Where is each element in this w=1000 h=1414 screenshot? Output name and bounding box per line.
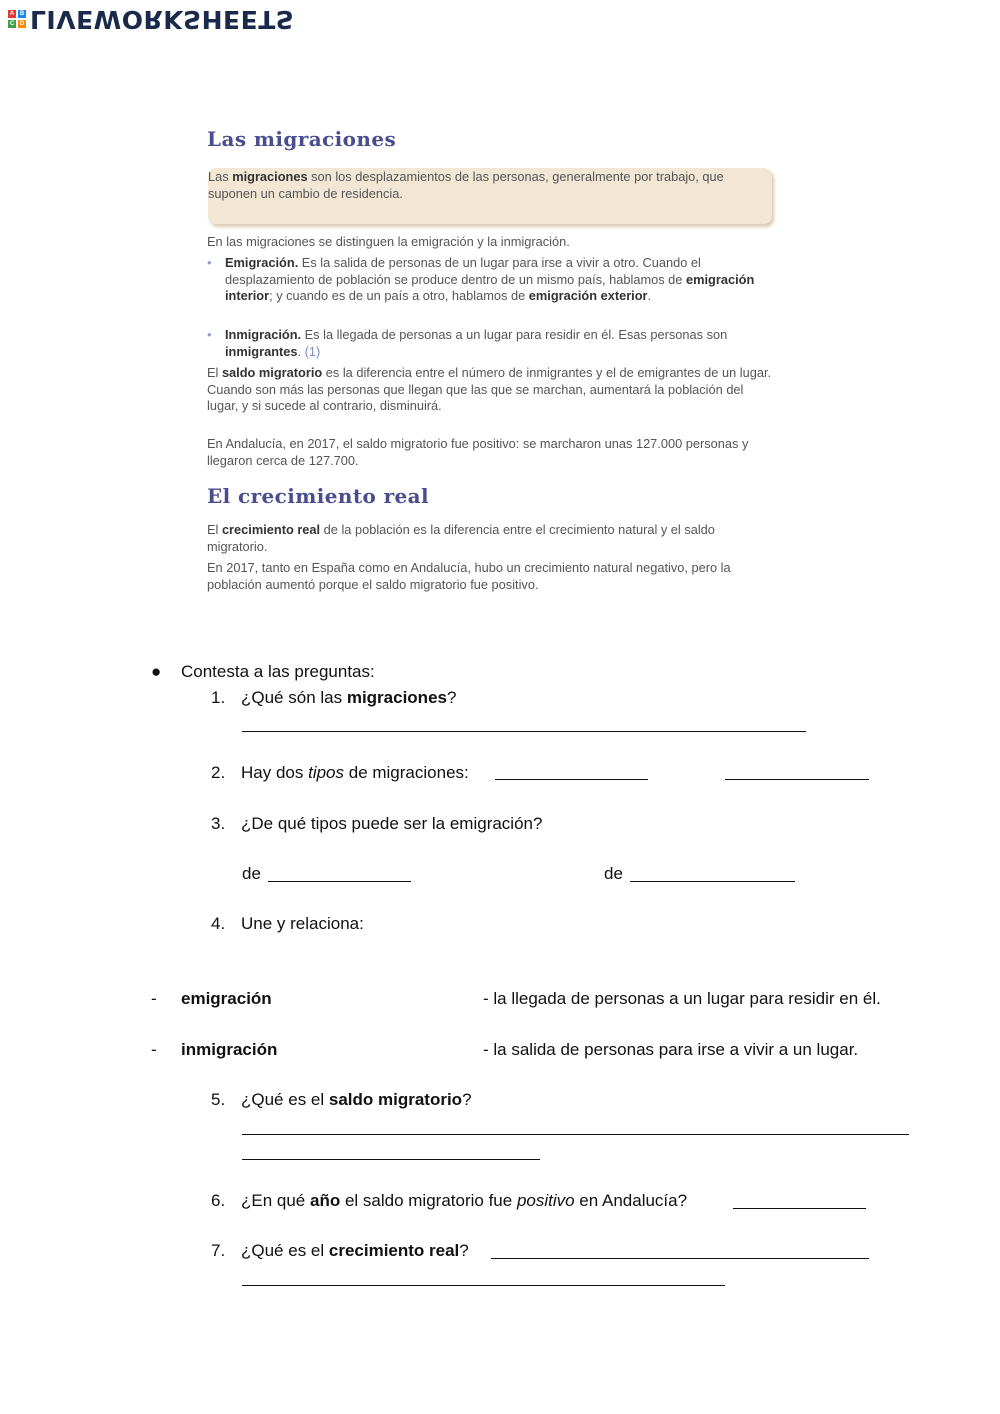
- definition-text: Las migraciones son los desplazamientos de las personas, generalmente por trabajo, que suponen un cambio de residencia.: [208, 169, 724, 201]
- question-3: 3. ¿De qué tipos puede ser la emigración?: [211, 814, 543, 833]
- answer-blank-5b[interactable]: [242, 1142, 540, 1160]
- match-row[interactable]: [151, 1040, 277, 1060]
- match-definition[interactable]: - la llegada de personas a un lugar para residir en él.: [483, 989, 881, 1008]
- de-label-left: de: [242, 864, 261, 883]
- match-term[interactable]: inmigración: [181, 1040, 278, 1059]
- answer-blank-7a[interactable]: [491, 1241, 869, 1259]
- question-7: 7. ¿Qué es el crecimiento real?: [211, 1241, 469, 1260]
- answer-blank-5a[interactable]: [242, 1117, 909, 1135]
- match-term[interactable]: emigración: [181, 989, 272, 1008]
- bullet-icon: •: [207, 327, 212, 342]
- answer-blank-1[interactable]: [242, 714, 806, 732]
- question-4: 4. Une y relaciona:: [211, 914, 364, 933]
- match-row[interactable]: [151, 989, 272, 1009]
- answer-blank-3b[interactable]: [630, 864, 795, 882]
- bullet-inmigracion: • Inmigración. Es la llegada de personas a un lugar para residir en él. Esas personas son inmigrantes. (1): [207, 327, 728, 359]
- bullet-icon: ●: [151, 662, 162, 681]
- answer-blank-7b[interactable]: [242, 1268, 725, 1286]
- logo-text: LIVEWORKSHEETS: [30, 4, 295, 34]
- answer-blank-6[interactable]: [733, 1191, 866, 1209]
- crecimiento-paragraph: El crecimiento real de la población es la diferencia entre el crecimiento natural y el saldo migratorio.: [207, 522, 715, 554]
- instruction: ● Contesta a las preguntas:: [151, 662, 375, 681]
- question-6: 6. ¿En qué año el saldo migratorio fue positivo en Andalucía?: [211, 1191, 688, 1210]
- liveworksheets-logo: [8, 4, 294, 34]
- heading-migraciones: Las migraciones: [207, 127, 397, 151]
- answer-blank-2a[interactable]: [495, 762, 648, 780]
- intro-paragraph: En las migraciones se distinguen la emigración y la inmigración.: [207, 234, 570, 249]
- bullet-emigracion: • Emigración. Es la salida de personas de un lugar para irse a vivir a otro. Cuando el desplazamiento de población se produce dentro de un mismo país, hablamos de emigración interior; y cuando es de un país a otro, hablamos de emigración exterior.: [207, 255, 755, 303]
- match-definition[interactable]: - la salida de personas para irse a vivir a un lugar.: [483, 1040, 859, 1059]
- definition-box: [208, 168, 772, 224]
- bullet-icon: •: [207, 255, 212, 270]
- dash-icon: -: [151, 1040, 157, 1059]
- andalucia-paragraph: En Andalucía, en 2017, el saldo migratorio fue positivo: se marcharon unas 127.000 personas y llegaron cerca de 127.700.: [207, 436, 749, 468]
- answer-blank-3a[interactable]: [268, 864, 411, 882]
- logo-blocks-icon: A B C D: [9, 11, 25, 27]
- question-2: 2. Hay dos tipos de migraciones:: [211, 763, 469, 782]
- question-1: 1. ¿Qué són las migraciones?: [211, 688, 457, 707]
- dash-icon: -: [151, 989, 157, 1008]
- saldo-paragraph: El saldo migratorio es la diferencia entre el número de inmigrantes y el de emigrantes de un lugar. Cuando son más las personas que llegan que las que se marchan, aumentará la población del lugar, y si sucede al contrario, disminuirá.: [207, 365, 772, 413]
- crecimiento-2017-paragraph: En 2017, tanto en España como en Andalucía, hubo un crecimiento natural negativo, pero la población aumentó porque el saldo migratorio fue positivo.: [207, 560, 731, 592]
- question-5: 5. ¿Qué es el saldo migratorio?: [211, 1090, 472, 1109]
- de-label-right: de: [604, 864, 623, 883]
- textbook-excerpt: [200, 120, 780, 620]
- answer-blank-2b[interactable]: [725, 762, 869, 780]
- heading-crecimiento: El crecimiento real: [207, 484, 430, 508]
